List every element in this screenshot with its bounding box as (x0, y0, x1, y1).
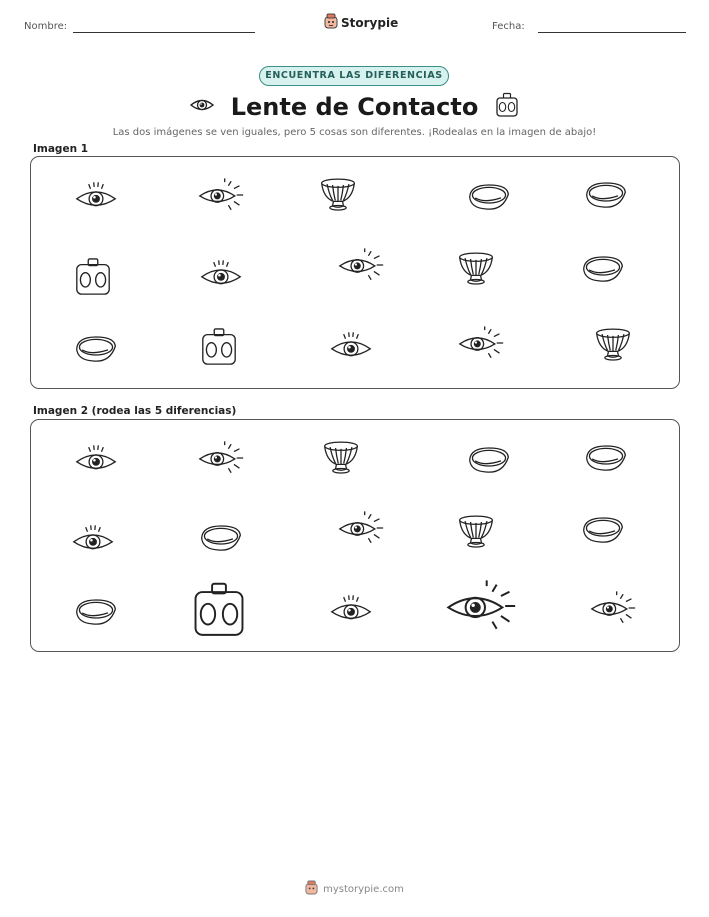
eye-sparkle-icon[interactable] (197, 440, 245, 480)
fluted-bowl-icon (593, 326, 633, 368)
eye-sparkle-icon (337, 247, 385, 287)
eye-sparkle-icon[interactable] (589, 590, 637, 630)
contact-lens-icon (580, 252, 626, 290)
contact-lens-icon[interactable] (198, 521, 244, 559)
lens-case-icon (199, 327, 239, 371)
date-field-line[interactable] (538, 32, 686, 33)
contact-lens-icon[interactable] (466, 443, 512, 481)
eye-lashes-icon (199, 259, 243, 295)
contact-lens-icon[interactable] (580, 513, 626, 551)
name-field-line[interactable] (73, 32, 255, 33)
lens-case-icon (73, 257, 113, 301)
contact-lens-icon (583, 178, 629, 216)
fluted-bowl-icon (318, 176, 358, 218)
eye-title-icon (189, 95, 215, 119)
lens-case-title-icon (494, 92, 520, 122)
date-label: Fecha: (492, 21, 525, 32)
brand-logo (324, 13, 398, 32)
footer (0, 880, 709, 898)
fluted-bowl-icon[interactable] (456, 513, 496, 555)
lens-case-icon[interactable] (190, 581, 248, 643)
image2-panel[interactable] (30, 419, 680, 652)
instructions: Las dos imágenes se ven iguales, pero 5 cosas son diferentes. ¡Rodealas en la imagen de abajo! (112, 127, 597, 138)
eye-sparkle-icon[interactable] (337, 510, 385, 550)
fluted-bowl-icon (456, 250, 496, 292)
activity-badge: ENCUENTRA LAS DIFERENCIAS (259, 66, 449, 86)
eye-lashes-icon[interactable] (71, 524, 115, 560)
brand-name: Storypie (341, 15, 399, 30)
title-row (0, 92, 709, 122)
contact-lens-icon[interactable] (73, 595, 119, 633)
section2-label: Imagen 2 (rodea las 5 diferencias) (33, 405, 237, 417)
section1-label: Imagen 1 (33, 143, 89, 155)
eye-lashes-icon (329, 331, 373, 367)
image1-panel (30, 156, 680, 389)
eye-lashes-icon[interactable] (74, 444, 118, 480)
eye-sparkle-icon[interactable] (444, 578, 518, 638)
contact-lens-icon[interactable] (583, 441, 629, 479)
eye-lashes-icon (74, 181, 118, 217)
fluted-bowl-icon[interactable] (321, 439, 361, 481)
footer-url: mystorypie.com (323, 883, 404, 895)
eye-sparkle-icon (457, 325, 505, 365)
name-label: Nombre: (24, 21, 68, 32)
storypie-mascot-icon (305, 880, 318, 898)
eye-lashes-icon[interactable] (329, 594, 373, 630)
eye-sparkle-icon (197, 177, 245, 217)
storypie-mascot-icon (324, 13, 338, 32)
contact-lens-icon (73, 332, 119, 370)
contact-lens-icon (466, 180, 512, 218)
page-title: Lente de Contacto (230, 93, 479, 121)
